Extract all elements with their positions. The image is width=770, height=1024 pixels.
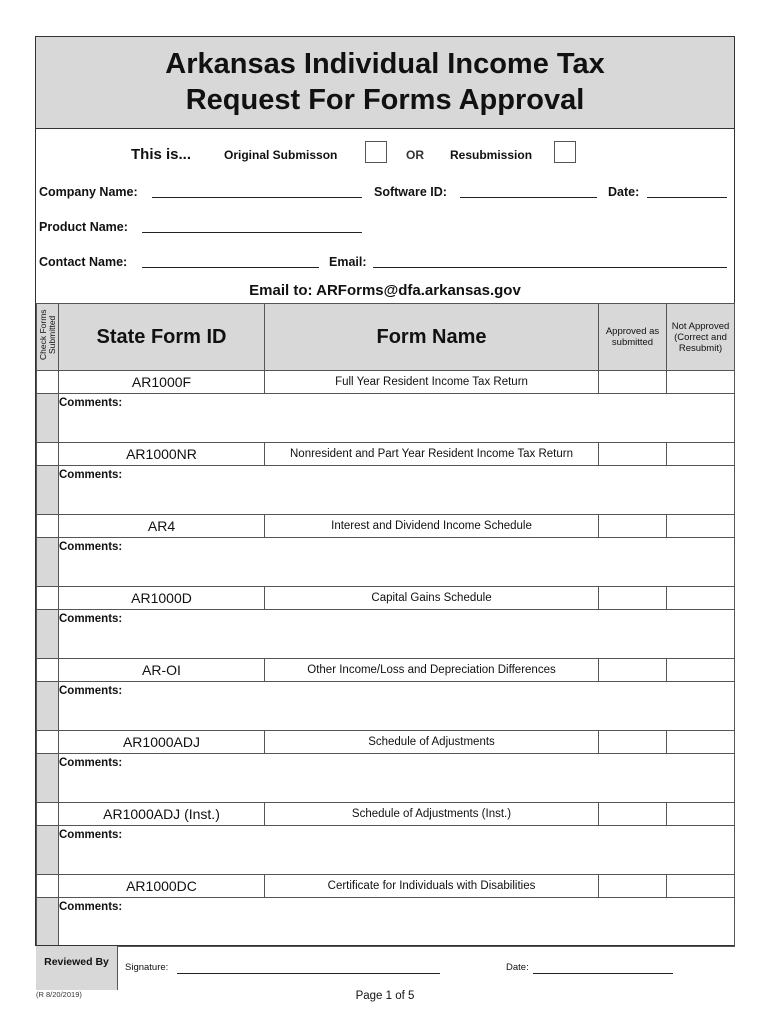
check-forms-cell[interactable] [37, 371, 59, 394]
state-form-id: AR1000ADJ (Inst.) [59, 803, 265, 826]
or-label: OR [406, 148, 424, 162]
original-submission-label: Original Submisson [224, 148, 338, 162]
comments-field[interactable] [59, 394, 735, 443]
forms-table [36, 303, 735, 947]
approved-cell[interactable] [599, 371, 667, 394]
title-line-2: Request For Forms Approval [185, 84, 585, 116]
contact-name-label: Contact Name: [39, 255, 128, 269]
state-form-id: AR-OI [59, 659, 265, 682]
form-name: Capital Gains Schedule [265, 587, 599, 610]
check-forms-cell[interactable] [37, 443, 59, 466]
date-label: Date: [608, 185, 640, 199]
review-date-label: Date: [506, 962, 529, 973]
comments-row [37, 898, 735, 947]
comments-row [37, 754, 735, 803]
approved-cell[interactable] [599, 659, 667, 682]
comments-shade-cell [37, 610, 59, 659]
not-approved-cell[interactable] [667, 803, 735, 826]
comments-field[interactable] [59, 538, 735, 587]
check-forms-cell[interactable] [37, 659, 59, 682]
approved-cell[interactable] [599, 875, 667, 898]
comments-row [37, 610, 735, 659]
product-name-label: Product Name: [39, 220, 128, 234]
revision-date: (R 8/20/2019) [36, 990, 82, 999]
resubmission-checkbox[interactable] [554, 141, 576, 163]
comments-row [37, 466, 735, 515]
form-name: Certificate for Individuals with Disabilities [265, 875, 599, 898]
form-row [37, 587, 735, 610]
title-line-1: Arkansas Individual Income Tax [165, 48, 605, 80]
comments-shade-cell [37, 682, 59, 731]
software-id-field[interactable] [460, 197, 597, 198]
comments-field[interactable] [59, 466, 735, 515]
approved-cell[interactable] [599, 443, 667, 466]
comments-label: Comments: [59, 757, 123, 769]
approved-header: Approved as submitted [599, 304, 667, 371]
comments-label: Comments: [59, 685, 123, 697]
comments-label: Comments: [59, 397, 123, 409]
check-forms-header: Check Forms Submitted [37, 304, 59, 371]
form-row [37, 443, 735, 466]
comments-row [37, 682, 735, 731]
comments-label: Comments: [59, 829, 123, 841]
signature-label: Signature: [125, 962, 169, 973]
approved-cell[interactable] [599, 587, 667, 610]
email-to-address: Email to: ARForms@dfa.arkansas.gov [249, 282, 521, 299]
contact-name-field[interactable] [142, 267, 319, 268]
not-approved-cell[interactable] [667, 371, 735, 394]
review-section [36, 945, 734, 991]
approved-cell[interactable] [599, 803, 667, 826]
comments-field[interactable] [59, 898, 735, 947]
review-date-field[interactable] [533, 973, 673, 974]
comments-shade-cell [37, 466, 59, 515]
comments-label: Comments: [59, 541, 123, 553]
check-forms-cell[interactable] [37, 515, 59, 538]
check-forms-cell[interactable] [37, 875, 59, 898]
product-name-field[interactable] [142, 232, 362, 233]
resubmission-label: Resubmission [450, 148, 533, 162]
form-row [37, 659, 735, 682]
form-name: Other Income/Loss and Depreciation Differences [265, 659, 599, 682]
comments-label: Comments: [59, 469, 123, 481]
not-approved-cell[interactable] [667, 659, 735, 682]
comments-shade-cell [37, 826, 59, 875]
approved-cell[interactable] [599, 731, 667, 754]
email-field[interactable] [373, 267, 727, 268]
comments-label: Comments: [59, 613, 123, 625]
form-row [37, 515, 735, 538]
date-field[interactable] [647, 197, 727, 198]
submission-intro: This is... [131, 146, 192, 163]
original-submission-checkbox[interactable] [365, 141, 387, 163]
form-name: Nonresident and Part Year Resident Income Tax Return [265, 443, 599, 466]
not-approved-cell[interactable] [667, 587, 735, 610]
comments-label: Comments: [59, 901, 123, 913]
comments-field[interactable] [59, 610, 735, 659]
comments-field[interactable] [59, 754, 735, 803]
not-approved-cell[interactable] [667, 515, 735, 538]
state-form-id-header: State Form ID [59, 304, 265, 371]
form-name: Full Year Resident Income Tax Return [265, 371, 599, 394]
email-label: Email: [329, 255, 367, 269]
comments-row [37, 394, 735, 443]
reviewed-by-label: Reviewed By [36, 946, 118, 990]
form-row [37, 803, 735, 826]
not-approved-cell[interactable] [667, 731, 735, 754]
comments-shade-cell [37, 898, 59, 947]
software-id-label: Software ID: [374, 185, 447, 199]
comments-field[interactable] [59, 682, 735, 731]
not-approved-cell[interactable] [667, 443, 735, 466]
form-name: Schedule of Adjustments (Inst.) [265, 803, 599, 826]
check-forms-cell[interactable] [37, 587, 59, 610]
state-form-id: AR1000DC [59, 875, 265, 898]
form-row [37, 731, 735, 754]
form-title [36, 37, 734, 129]
page-number: Page 1 of 5 [355, 990, 415, 1002]
comments-shade-cell [37, 538, 59, 587]
comments-shade-cell [37, 754, 59, 803]
check-forms-cell[interactable] [37, 803, 59, 826]
form-name: Schedule of Adjustments [265, 731, 599, 754]
form-name: Interest and Dividend Income Schedule [265, 515, 599, 538]
approved-cell[interactable] [599, 515, 667, 538]
comments-row [37, 538, 735, 587]
comments-shade-cell [37, 394, 59, 443]
form-row [37, 371, 735, 394]
signature-field[interactable] [177, 973, 440, 974]
comments-row [37, 826, 735, 875]
state-form-id: AR1000F [59, 371, 265, 394]
form-row [37, 875, 735, 898]
company-name-label: Company Name: [39, 185, 138, 199]
table-header-row [37, 304, 735, 371]
check-forms-cell[interactable] [37, 731, 59, 754]
comments-field[interactable] [59, 826, 735, 875]
form-name-header: Form Name [265, 304, 599, 371]
state-form-id: AR1000D [59, 587, 265, 610]
company-name-field[interactable] [152, 197, 362, 198]
state-form-id: AR1000NR [59, 443, 265, 466]
state-form-id: AR4 [59, 515, 265, 538]
state-form-id: AR1000ADJ [59, 731, 265, 754]
not-approved-cell[interactable] [667, 875, 735, 898]
not-approved-header: Not Approved (Correct and Resubmit) [667, 304, 735, 371]
